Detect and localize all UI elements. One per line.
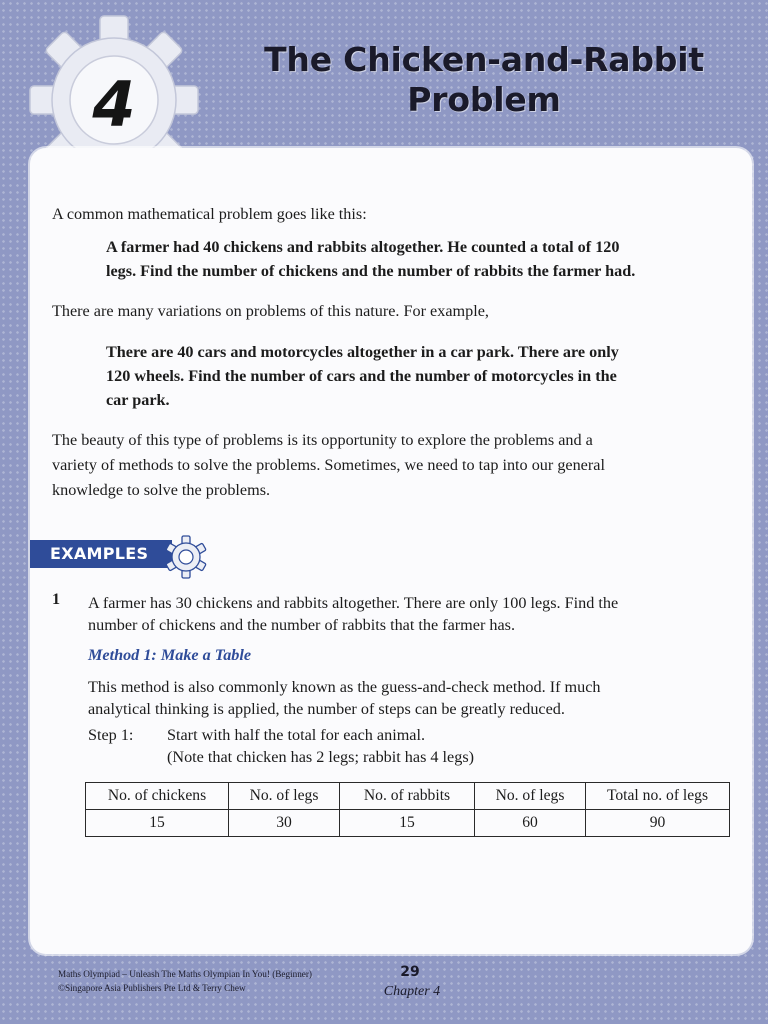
table-cell: 30: [229, 810, 340, 837]
footer-credits: [58, 967, 312, 995]
method-heading: Method 1: Make a Table: [88, 646, 252, 664]
table-header-cell: No. of legs: [475, 783, 586, 810]
table-cell: 15: [86, 810, 229, 837]
table-cell: 90: [586, 810, 730, 837]
table-cell: 15: [340, 810, 475, 837]
intro-text: A common mathematical problem goes like this:: [52, 205, 367, 223]
footer-copyright: ©Singapore Asia Publishers Pte Ltd & Terry Chew: [58, 983, 246, 993]
table-header-row: [86, 783, 730, 810]
problem1-line-1: A farmer had 40 chickens and rabbits altogether. He counted a total of 120: [106, 238, 620, 256]
chapter-number: 4: [92, 68, 136, 141]
table-row: [86, 810, 730, 837]
beauty-line-3: knowledge to solve the problems.: [52, 481, 271, 499]
example1-line-2: number of chickens and the number of rabbits that the farmer has.: [88, 616, 516, 634]
problem2-line-1: There are 40 cars and motorcycles altogether in a car park. There are only: [106, 343, 619, 361]
beauty-line-1: The beauty of this type of problems is its opportunity to explore the problems and a: [52, 431, 593, 449]
guess-check-table: [85, 782, 730, 837]
table-header-cell: Total no. of legs: [586, 783, 730, 810]
step-label: Step 1:: [88, 726, 134, 744]
title-line-2: Problem: [407, 80, 561, 119]
table-header-cell: No. of chickens: [86, 783, 229, 810]
method-line-1: This method is also commonly known as the guess-and-check method. If much: [88, 678, 601, 696]
problem1-line-2: legs. Find the number of chickens and the number of rabbits the farmer had.: [106, 262, 636, 280]
chapter-label: Chapter 4: [383, 984, 441, 999]
step-text: [167, 724, 474, 768]
problem2-line-2: 120 wheels. Find the number of cars and the number of motorcycles in the: [106, 367, 617, 385]
examples-heading: EXAMPLES: [30, 540, 172, 568]
example1-line-1: A farmer has 30 chickens and rabbits altogether. There are only 100 legs. Find the: [88, 594, 619, 612]
table-header-cell: No. of rabbits: [340, 783, 475, 810]
example-number: 1: [52, 590, 61, 608]
page-number: 29: [400, 964, 420, 980]
step-line-1: Start with half the total for each animal.: [167, 726, 426, 744]
method-line-2: analytical thinking is applied, the number of steps can be greatly reduced.: [88, 700, 565, 718]
small-gear-icon: [162, 533, 214, 581]
title-line-1: The Chicken-and-Rabbit: [264, 40, 704, 79]
step-line-2: (Note that chicken has 2 legs; rabbit has 4 legs): [167, 748, 475, 766]
footer-book-title: Maths Olympiad – Unleash The Maths Olympian In You! (Beginner): [58, 969, 312, 979]
beauty-line-2: variety of methods to solve the problems. Sometimes, we need to tap into our general: [52, 456, 605, 474]
variations-text: There are many variations on problems of this nature. For example,: [52, 302, 489, 320]
table-header-cell: No. of legs: [229, 783, 340, 810]
problem2-line-3: car park.: [106, 391, 170, 409]
page-title: [214, 40, 754, 120]
table-cell: 60: [475, 810, 586, 837]
